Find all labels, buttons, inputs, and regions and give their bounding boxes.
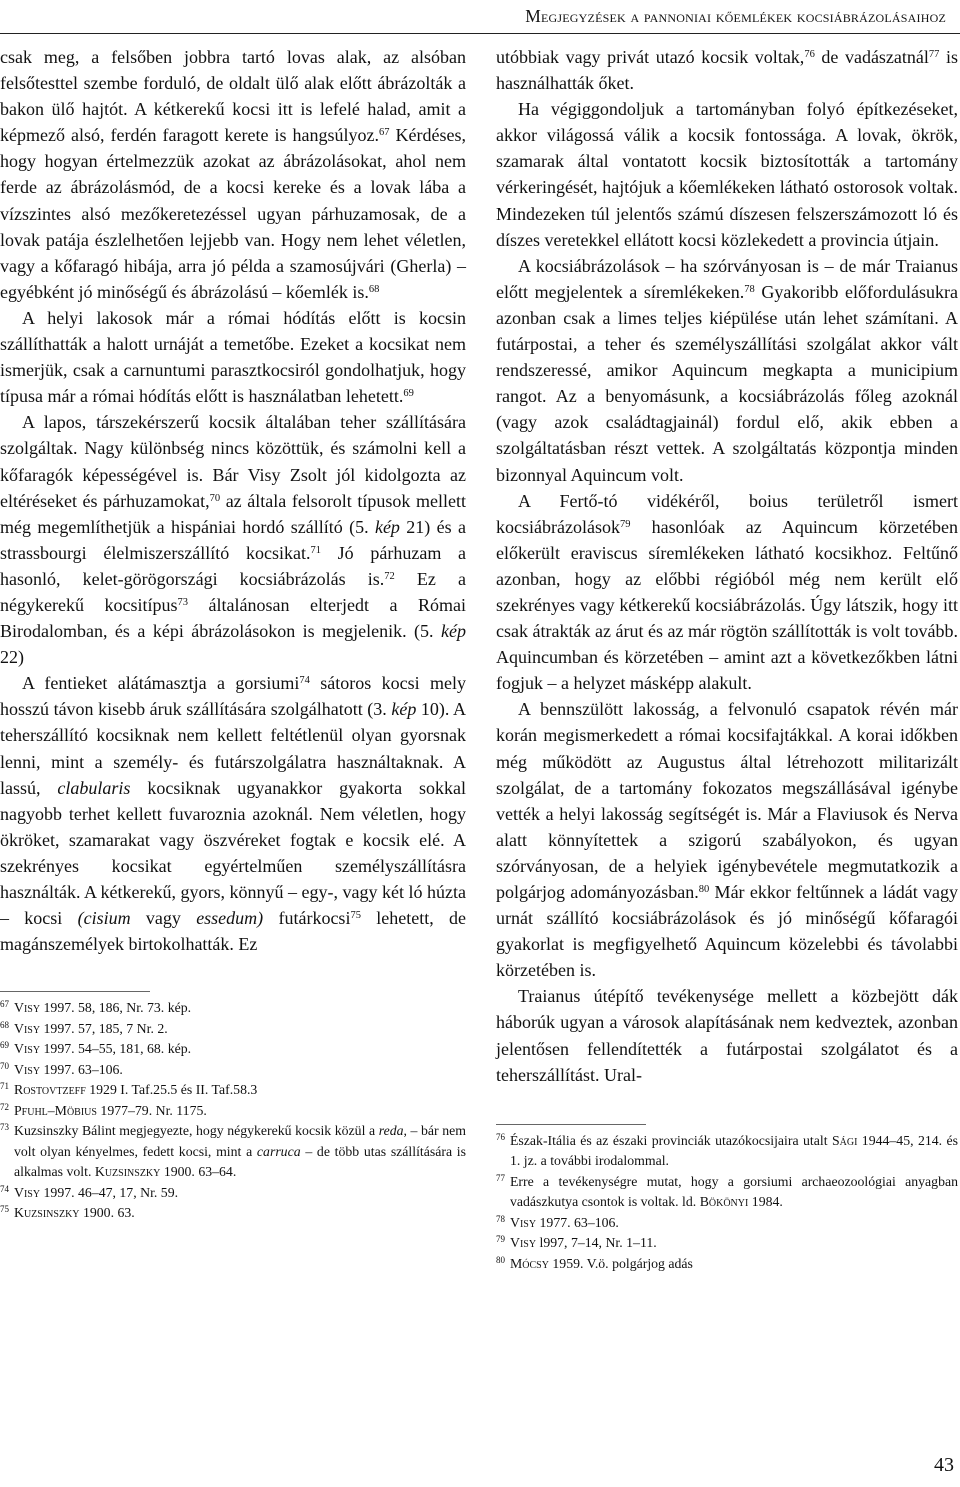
- footnote-text: Visy 1977. 63–106.: [510, 1214, 619, 1230]
- footnote-number: 76: [496, 1131, 505, 1142]
- left-column: [0, 44, 466, 1224]
- footnote-number: 68: [0, 1019, 9, 1030]
- footnote-number: 75: [0, 1204, 9, 1215]
- paragraph: A Fertő-tó vidékéről, boius területről ismert kocsiábrázolások$^{79}$ hasonlóak az Aquincum körzetében előkerült eraviscus síremlékeken látható kocsikhoz. Feltűnő azonban, hogy az előbbi régióból még nem került elő szekrényes vagy kétkerekű kocsiábrázolás. Úgy látszik, hogy itt csak átrakták az árut és az már rögtön szállították is volt tovább. Aquincumban és körzetében – amint azt a következőkben látni fogjuk – a helyzet másképp alakult.: [496, 490, 958, 694]
- footnote-text: Visy 1997. 54–55, 181, 68. kép.: [14, 1041, 192, 1057]
- footnote: [496, 1213, 958, 1234]
- footnote: [496, 1254, 958, 1275]
- footnote-number: 67: [0, 999, 9, 1010]
- left-footnotes: [0, 998, 466, 1224]
- footnote-separator: [496, 1124, 646, 1125]
- footnote-number: 79: [496, 1234, 505, 1245]
- footnote-text: Pfuhl–Möbius 1977–79. Nr. 1175.: [14, 1102, 207, 1118]
- footnote-number: 71: [0, 1081, 9, 1092]
- footnote: [0, 1019, 466, 1040]
- header-rule: [0, 33, 960, 34]
- footnote-text: Észak-Itália és az északi provinciák utazókocsijaira utalt Sági 1944–45, 214. és 1. jz. a további irodalommal.: [510, 1132, 958, 1169]
- right-footnotes: [496, 1131, 958, 1275]
- paragraph: A lapos, társzekérszerű kocsik általában teher szállítására szolgáltak. Nagy különbség nincs közöttük, és számolni kell a kőfaragók képességével is. Bár Visy Zsolt jól kidolgozta az eltéréseket és párhuzamokat,$^{70}$ az általa felsorolt típusok mellett még megemlíthetjük a hispániai hordó szállító (5. kép 21) és a strassbourgi élelmiszerszállító kocsikat.$^{71}$ Jó párhuzam a hasonló, kelet-görögországi kocsiábrázolás is.$^{72}$ Ez a négykerekű kocsitípus$^{73}$ általánosan elterjedt a Római Birodalomban, és a képi ábrázolásokon is megjelenik. (5. kép 22): [0, 412, 467, 668]
- footnote: [0, 1060, 466, 1081]
- footnote-number: 80: [496, 1254, 505, 1265]
- footnote: [0, 1101, 466, 1122]
- footnote-separator: [0, 991, 150, 992]
- footnote-text: Rostovtzeff 1929 I. Taf.25.5 és II. Taf.58.3: [14, 1082, 258, 1098]
- footnote: [0, 1080, 466, 1101]
- footnote-text: Visy 1997. 46–47, 17, Nr. 59.: [14, 1184, 179, 1200]
- paragraph: utóbbiak vagy privát utazó kocsik voltak,$^{76}$ de vadászatnál$^{77}$ is használhatták őket.: [496, 47, 958, 94]
- right-body-text: [496, 44, 958, 1088]
- footnote-text: Mócsy 1959. V.ö. polgárjog adás: [510, 1255, 693, 1271]
- paragraph: Ha végiggondoljuk a tartományban folyó építkezéseket, akkor világossá válik a kocsik fontossága. A lovak, ökrök, szamarak által vontatott kocsik biztosították a tartomány vérkeringését, hajtójuk a kőemlékeken látható ostorosok voltak. Mindezeken túl jelentős számú díszesen felszerszámozott ló és díszes veretekkel ellátott kocsi közlekedett a provincia útjain.: [496, 99, 958, 250]
- right-column: [496, 44, 958, 1274]
- footnote-text: Visy l997, 7–14, Nr. 1–11.: [510, 1235, 657, 1251]
- footnote-number: 74: [0, 1183, 9, 1194]
- footnote-text: Kuzsinszky 1900. 63.: [14, 1205, 135, 1221]
- paragraph: Traianus útépítő tevékenysége mellett a közbejött dák háborúk ugyan a városok alapításának nem kedveztek, azonban jelentősen fellendítették a futárpostai szolgálatot és a teherszállítást. Ural-: [496, 986, 958, 1085]
- footnote: [0, 1183, 466, 1204]
- page-number: 43: [934, 1454, 954, 1476]
- paragraph: A bennszülött lakosság, a felvonuló csapatok révén már korán megismerkedett a római kocsifajtákkal. A korai időkben még működött az Augustus által létrehozott militarizált szolgálat, de a tartomány fokozatos megszállásával igénybe vették a helyi lakosság segítségét is. Már a Flaviusok és Nerva alatt könnyítettek a szigorú szabályokon, és ugyan szórványosan, de a helyiek igénybevétele megmutatkozik a polgárjog adományozásban.$^{80}$ Már ekkor feltűnnek a ládát vagy urnát szállító kocsiábrázolások és jó minőségű kőfaragói gyakorlat is megfigyelhető Aquincum közelebbi és távolabbi körzetében is.: [496, 699, 959, 981]
- footnote-number: 77: [496, 1172, 505, 1183]
- footnote: [0, 1039, 466, 1060]
- paragraph: csak meg, a felsőben jobbra tartó lovas alak, az alsóban felsőtesttel szembe forduló, de oldalt ülő alak előtt ábrázolták a bakon ülő hajtót. A kétkerekű kocsi itt is lefelé halad, amit a képmező alsó, ferdén faragott kerete is hangsúlyoz.$^{67}$ Kérdéses, hogy hogyan értelmezzük azokat az ábrázolásokat, ahol nem ferde az ábrázolásmód, de a kocsi kereke és a lovak lába a vízszintes alsó mezőkeretezéssel ugyan párhuzamosak, de a lovak patája észlelhetően lejjebb van. Hogy nem lehet véletlen, vagy a kőfaragó hibája, arra jó példa a szamosújvári (Gherla) – egyébként jó minőségű és ábrázolású – kőemlék is.$^{68}$: [0, 47, 466, 302]
- paragraph: A fentieket alátámasztja a gorsiumi$^{74}$ sátoros kocsi mely hosszú távon kisebb áruk szállítására szolgálhatott (3. kép 10). A teherszállító kocsiknak nem kellett feltétlenül olyan gyorsnak lenni, mint a személy- és futárszolgálatra használtaknak. A lassú, clabularis kocsiknak ugyanakkor gyakorta sokkal nagyobb terhet kellett fuvaroznia azoknál. Nem véletlen, hogy ökröket, szamarakat vagy öszvéreket fogtak e kocsik elé. A szekrényes kocsikat egyértelműen személyszállításra használták. A kétkerekű, gyors, könnyű – egy-, vagy két ló húzta – kocsi (cisium vagy essedum) futárkocsi$^{75}$ lehetett, de magánszemélyek birtokolhatták. Ez: [0, 673, 467, 955]
- footnote: [0, 1121, 466, 1183]
- footnote-text: Visy 1997. 57, 185, 7 Nr. 2.: [14, 1020, 168, 1036]
- running-header: Megjegyzések a pannoniai kőemlékek kocsiábrázolásaihoz: [525, 6, 946, 26]
- footnote-text: Kuzsinszky Bálint megjegyezte, hogy négykerekű kocsik közül a reda, – bár nem volt olyan kényelmes, fedett kocsi, mint a carruca – de több utas szállítására is alkalmas volt. Kuzsinszky 1900. 63–64.: [14, 1123, 467, 1180]
- footnote-number: 72: [0, 1101, 9, 1112]
- footnote-number: 73: [0, 1122, 9, 1133]
- left-body-text: [0, 44, 466, 957]
- footnote-text: Visy 1997. 63–106.: [14, 1061, 123, 1077]
- footnote-text: Visy 1997. 58, 186, Nr. 73. kép.: [14, 1000, 192, 1016]
- footnote: [496, 1172, 958, 1213]
- footnote: [0, 998, 466, 1019]
- paragraph: A helyi lakosok már a római hódítás előtt is kocsin szállíthatták a halott urnáját a temetőbe. Ezeket a kocsikat nem ismerjük, csak a carnuntumi parasztkocsiról gondolhatjuk, hogy típusa már a római hódítás előtt is használatban lehetett.$^{69}$: [0, 307, 466, 407]
- footnote-number: 78: [496, 1213, 505, 1224]
- footnote: [496, 1131, 958, 1172]
- paragraph: A kocsiábrázolások – ha szórványosan is – de már Traianus előtt megjelentek a síremlékeken.$^{78}$ Gyakoribb előfordulásukra azonban csak a limes teljes kiépülése után lehet számítani. A futárpostai, a teher és személyszállítási szolgálat akkor vált rendszeressé, amikor Aquincum megkapta a municipium rangot. Az a benyomásunk, a kocsiábrázolás főleg azoknál (vagy azok családtagjainál) fordul elő, akik ebben a szolgáltatásban részt vettek. A szolgáltatás központja minden bizonnyal Aquincum volt.: [496, 255, 958, 485]
- footnote-number: 69: [0, 1040, 9, 1051]
- footnote: [496, 1233, 958, 1254]
- footnote-number: 70: [0, 1060, 9, 1071]
- footnote-text: Erre a tevékenységre mutat, hogy a gorsiumi archaeozoológiai anyagban vadászkutya csontok is voltak. ld. Bökönyi 1984.: [510, 1173, 958, 1210]
- footnote: [0, 1203, 466, 1224]
